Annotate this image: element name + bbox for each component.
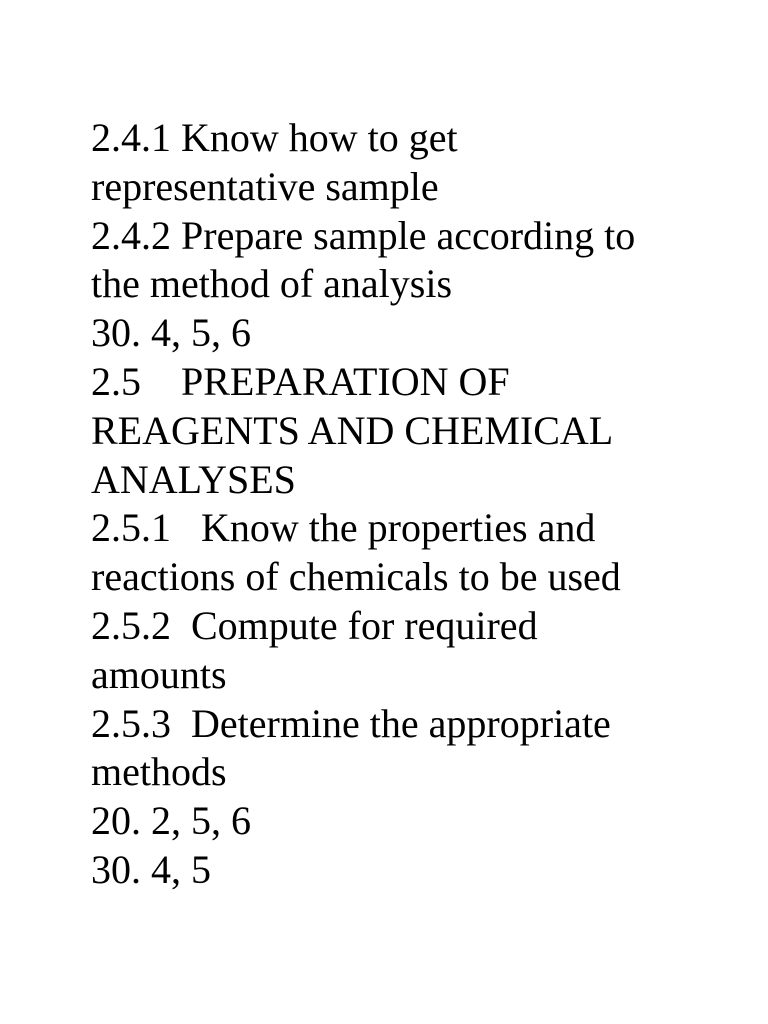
text-line: 2.5.2 Compute for required xyxy=(91,602,538,648)
text-line: amounts xyxy=(91,651,227,697)
text-line: 2.4.2 Prepare sample according to xyxy=(91,212,636,258)
text-line: 20. 2, 5, 6 xyxy=(91,798,251,844)
text-line: methods xyxy=(91,749,227,795)
text-line: 2.4.1 Know how to get xyxy=(91,115,458,160)
document-text xyxy=(91,114,741,895)
text-line: ANALYSES xyxy=(91,456,296,502)
text-line: the method of analysis xyxy=(91,261,453,307)
text-line: representative sample xyxy=(91,163,439,209)
text-line: reactions of chemicals to be used xyxy=(91,554,621,600)
text-line: 30. 4, 5, 6 xyxy=(91,310,251,356)
text-line: 2.5 PREPARATION OF xyxy=(91,358,510,404)
text-line: 30. 4, 5 xyxy=(91,846,211,892)
text-line: 2.5.1 Know the properties and xyxy=(91,505,596,551)
text-line: REAGENTS AND CHEMICAL xyxy=(91,407,614,453)
text-line: 2.5.3 Determine the appropriate xyxy=(91,700,611,746)
